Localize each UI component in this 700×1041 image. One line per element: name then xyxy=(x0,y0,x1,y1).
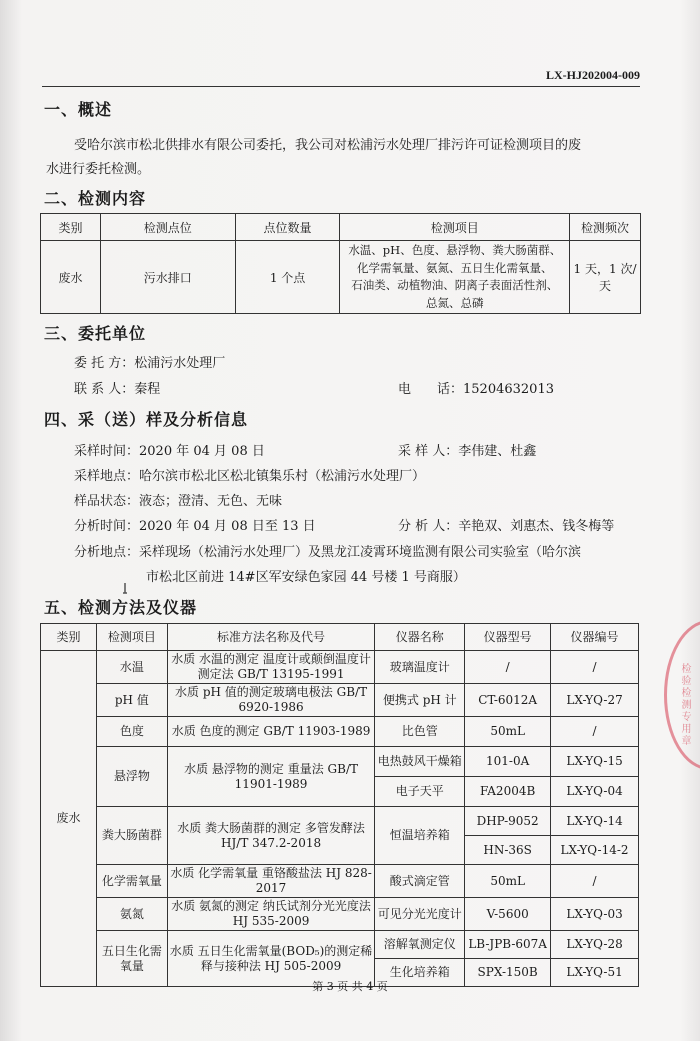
cell-instrument-name: 可见分光光度计 xyxy=(375,898,465,931)
cell-instrument-id: LX-YQ-28 xyxy=(551,931,639,959)
cell-item: 化学需氧量 xyxy=(96,865,167,898)
contact-value: 秦程 xyxy=(134,382,161,397)
cell-instrument-name: 玻璃温度计 xyxy=(375,651,465,684)
col-header-instrument-id: 仪器编号 xyxy=(551,624,639,651)
cell-instrument-name: 电子天平 xyxy=(375,777,465,807)
phone-value: 15204632013 xyxy=(463,382,554,397)
client-label: 委 托 方： xyxy=(74,356,135,371)
header-rule xyxy=(42,86,640,87)
col-header-items: 检测项目 xyxy=(340,214,570,241)
cell-method: 水质 pH 值的测定玻璃电极法 GB/T 6920-1986 xyxy=(167,684,375,717)
sample-state-row xyxy=(74,490,282,509)
table-row xyxy=(41,747,639,777)
section-client-title: 三、委托单位 xyxy=(44,324,147,343)
cell-instrument-id: LX-YQ-51 xyxy=(551,959,639,987)
phone-row xyxy=(398,378,554,397)
sample-state-label: 样品状态： xyxy=(74,494,140,509)
analyst-row xyxy=(398,515,614,534)
sampler-label: 采 样 人： xyxy=(398,444,459,459)
cell-method: 水质 色度的测定 GB/T 11903-1989 xyxy=(167,717,375,747)
cell-instrument-model: CT-6012A xyxy=(465,684,551,717)
detection-content-table xyxy=(40,213,641,314)
items-line: 水温、pH、色度、悬浮物、粪大肠菌群、 xyxy=(348,243,562,257)
table-row xyxy=(41,931,639,959)
items-line: 化学需氧量、氨氮、五日生化需氧量、 xyxy=(357,260,553,275)
contact-row xyxy=(74,378,160,397)
cell-instrument-name: 比色管 xyxy=(375,717,465,747)
analyst-label: 分 析 人： xyxy=(398,519,459,534)
analysis-time-label: 分析时间： xyxy=(74,519,140,534)
document-number: LX-HJ202004-009 xyxy=(546,68,640,82)
sampler-value: 李伟建、杜鑫 xyxy=(458,444,537,459)
seal-stamp: 检验检测专用章 xyxy=(664,620,700,770)
cell-instrument-id: LX-YQ-15 xyxy=(551,747,639,777)
cell-method: 水质 化学需氧量 重铬酸盐法 HJ 828-2017 xyxy=(167,865,375,898)
sample-time-row xyxy=(74,440,265,459)
table-row xyxy=(41,717,639,747)
analysis-site-row xyxy=(74,541,581,560)
cell-instrument-id: / xyxy=(551,717,639,747)
section-content-title: 二、检测内容 xyxy=(44,189,147,208)
col-header-category: 类别 xyxy=(41,214,101,241)
section-method-title: 五、检测方法及仪器 xyxy=(44,598,198,617)
cell-count: 1 个点 xyxy=(235,241,340,314)
sample-site-label: 采样地点： xyxy=(74,469,140,484)
cell-instrument-id: LX-YQ-14 xyxy=(551,807,639,836)
sampler-row xyxy=(398,440,536,459)
cell-items xyxy=(340,241,570,314)
cell-instrument-model: 101-0A xyxy=(465,747,551,777)
col-header-frequency: 检测频次 xyxy=(570,214,641,241)
col-header-count: 点位数量 xyxy=(235,214,340,241)
cell-item: 水温 xyxy=(96,651,167,684)
cell-instrument-model: FA2004B xyxy=(465,777,551,807)
items-line: 石油类、动植物油、阴离子表面活性剂、 xyxy=(351,278,559,292)
overview-text-line1: 受哈尔滨市松北供排水有限公司委托，我公司对松浦污水处理厂排污许可证检测项目的废 xyxy=(74,138,582,153)
cell-instrument-id: LX-YQ-03 xyxy=(551,898,639,931)
cell-instrument-model: / xyxy=(465,651,551,684)
contact-label: 联 系 人： xyxy=(74,382,135,397)
cell-instrument-model: HN-36S xyxy=(465,836,551,865)
cell-frequency: 1 天，1 次/天 xyxy=(570,241,641,314)
cell-location: 污水排口 xyxy=(100,241,235,314)
col-header-category: 类别 xyxy=(41,624,97,651)
cell-instrument-model: 50mL xyxy=(465,717,551,747)
sample-site-value: 哈尔滨市松北区松北镇集乐村（松浦污水处理厂） xyxy=(139,469,426,484)
cell-method: 水质 五日生化需氧量(BOD₅)的测定稀释与接种法 HJ 505-2009 xyxy=(167,931,375,987)
page-number: 第 3 页 共 4 页 xyxy=(312,980,388,993)
cell-item: pH 值 xyxy=(96,684,167,717)
section-overview-title: 一、概述 xyxy=(44,100,113,119)
table-row xyxy=(41,898,639,931)
cell-instrument-name: 便携式 pH 计 xyxy=(375,684,465,717)
sample-site-row xyxy=(74,465,425,484)
table-row xyxy=(41,651,639,684)
cell-method: 水质 悬浮物的测定 重量法 GB/T 11901-1989 xyxy=(167,747,375,807)
cell-instrument-id: / xyxy=(551,651,639,684)
analysis-site-value: 采样现场（松浦污水处理厂）及黑龙江凌霄环境监测有限公司实验室（哈尔滨 xyxy=(139,545,582,560)
analysis-time-row xyxy=(74,515,316,534)
cell-instrument-name: 溶解氧测定仪 xyxy=(375,931,465,959)
cell-category: 废水 xyxy=(41,241,101,314)
table-row xyxy=(41,684,639,717)
cell-instrument-id: LX-YQ-04 xyxy=(551,777,639,807)
cell-instrument-model: 50mL xyxy=(465,865,551,898)
analysis-site-label: 分析地点： xyxy=(74,545,140,560)
cell-instrument-id: / xyxy=(551,865,639,898)
overview-text-line2: 水进行委托检测。 xyxy=(46,162,151,177)
cell-instrument-id: LX-YQ-14-2 xyxy=(551,836,639,865)
col-header-location: 检测点位 xyxy=(100,214,235,241)
cell-instrument-name: 恒温培养箱 xyxy=(375,807,465,865)
col-header-item: 检测项目 xyxy=(96,624,167,651)
cell-instrument-id: LX-YQ-27 xyxy=(551,684,639,717)
cell-instrument-model: LB-JPB-607A xyxy=(465,931,551,959)
client-row xyxy=(74,352,225,371)
cell-category: 废水 xyxy=(41,651,97,987)
cell-instrument-name: 酸式滴定管 xyxy=(375,865,465,898)
sample-state-value: 液态；澄清、无色、无味 xyxy=(139,494,283,509)
phone-label: 电 话： xyxy=(398,382,464,397)
col-header-instrument-name: 仪器名称 xyxy=(375,624,465,651)
table-row xyxy=(41,807,639,836)
cell-instrument-name: 电热鼓风干燥箱 xyxy=(375,747,465,777)
col-header-method: 标准方法名称及代号 xyxy=(167,624,375,651)
cell-instrument-model: SPX-150B xyxy=(465,959,551,987)
cell-method: 水质 粪大肠菌群的测定 多管发酵法 HJ/T 347.2-2018 xyxy=(167,807,375,865)
cell-instrument-model: V-5600 xyxy=(465,898,551,931)
table-row xyxy=(41,865,639,898)
cell-item: 色度 xyxy=(96,717,167,747)
section-sampling-title: 四、采（送）样及分析信息 xyxy=(44,410,249,429)
table-row xyxy=(41,241,641,314)
cell-method: 水质 氨氮的测定 纳氏试剂分光光度法 HJ 535-2009 xyxy=(167,898,375,931)
client-value: 松浦污水处理厂 xyxy=(134,356,226,371)
cell-instrument-name: 生化培养箱 xyxy=(375,959,465,987)
items-line: 总氮、总磷 xyxy=(426,295,484,310)
method-instrument-table xyxy=(40,623,639,987)
cell-instrument-model: DHP-9052 xyxy=(465,807,551,836)
analyst-value: 辛艳双、刘惠杰、钱冬梅等 xyxy=(458,519,615,534)
cell-method: 水质 水温的测定 温度计或颠倒温度计测定法 GB/T 13195-1991 xyxy=(167,651,375,684)
cell-item: 五日生化需氧量 xyxy=(96,931,167,987)
analysis-site-continued: 市松北区前进 14#区军安绿色家园 44 号楼 1 号商服） xyxy=(146,570,466,585)
sample-time-label: 采样时间： xyxy=(74,444,140,459)
col-header-instrument-model: 仪器型号 xyxy=(465,624,551,651)
cell-item: 粪大肠菌群 xyxy=(96,807,167,865)
sample-time-value: 2020 年 04 月 08 日 xyxy=(139,444,265,459)
analysis-time-value: 2020 年 04 月 08 日至 13 日 xyxy=(139,519,316,534)
cell-item: 悬浮物 xyxy=(96,747,167,807)
cell-item: 氨氮 xyxy=(96,898,167,931)
